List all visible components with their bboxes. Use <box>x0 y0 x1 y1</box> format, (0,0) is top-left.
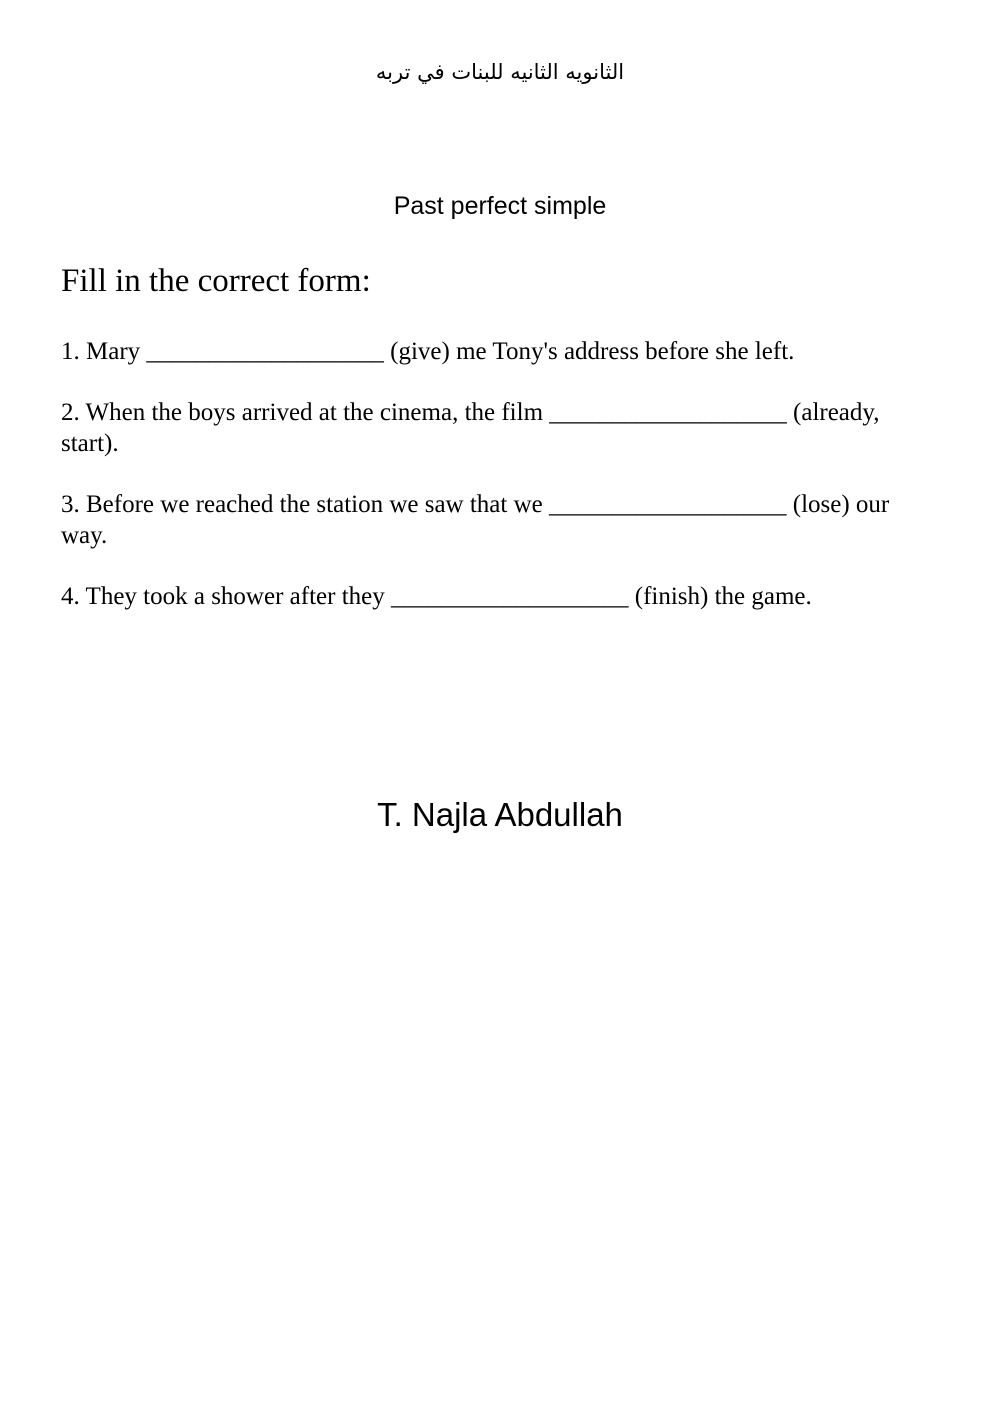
question-1: 1. Mary ___________________ (give) me Tony's address before she left. <box>61 338 795 365</box>
author-name: T. Najla Abdullah <box>377 796 623 833</box>
question-3: 3. Before we reached the station we saw that we ___________________ (lose) our way. <box>61 491 890 549</box>
question-2: 2. When the boys arrived at the cinema, the film ___________________ (already, start). <box>61 399 880 457</box>
question-list <box>61 336 931 642</box>
question-4: 4. They took a shower after they ___________________ (finish) the game. <box>61 583 812 610</box>
worksheet-subtitle: Past perfect simple <box>393 192 607 220</box>
school-name: الثانويه الثانيه للبنات في تربه <box>375 60 625 84</box>
instruction-heading: Fill in the correct form: <box>61 263 371 299</box>
